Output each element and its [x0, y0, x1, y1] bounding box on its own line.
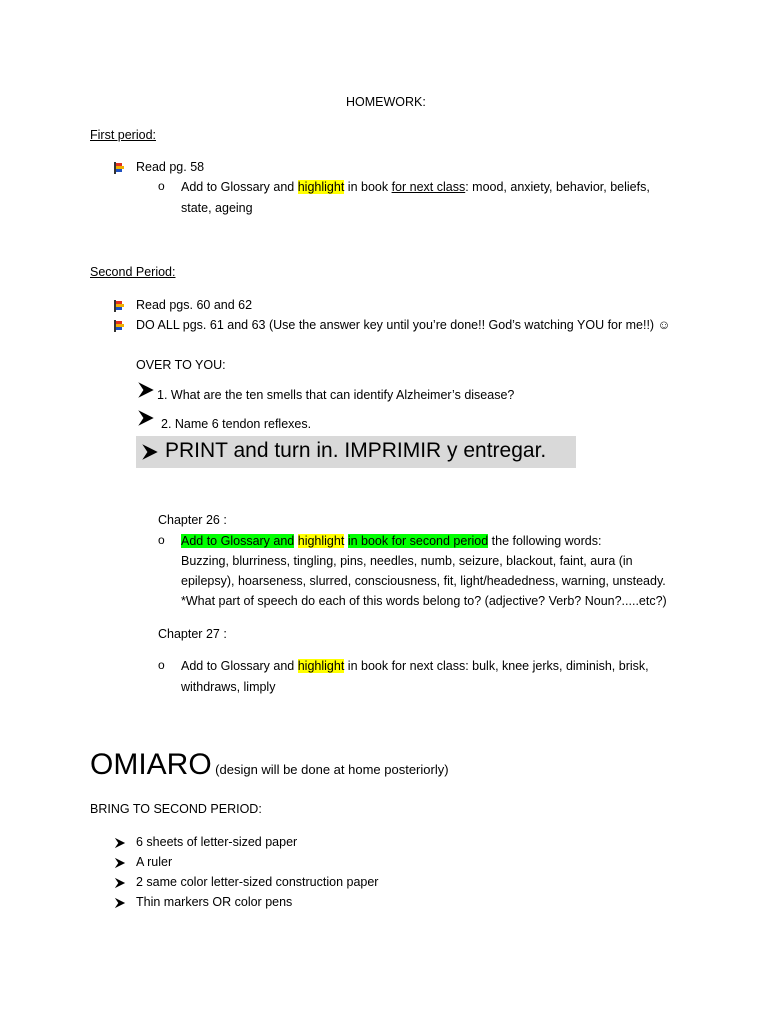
chapter-27-line-2: withdraws, limply: [181, 680, 276, 694]
first-period-subitem-line2: state, ageing: [181, 201, 253, 215]
page-title: HOMEWORK:: [346, 95, 426, 109]
second-period-item-2: DO ALL pgs. 61 and 63 (Use the answer key until you’re done!! God’s watching YOU for me!!) ☺: [136, 318, 671, 332]
second-period-item-1: Read pgs. 60 and 62: [136, 298, 253, 312]
second-period-heading: Second Period:: [90, 265, 176, 279]
circle-bullet-icon: o: [158, 658, 165, 672]
chapter-26-line-4: *What part of speech do each of this words belong to? (adjective? Verb? Noun?.....etc?): [181, 594, 667, 608]
circle-bullet-icon: o: [158, 533, 165, 547]
bullet-flag-icon: [112, 299, 126, 313]
arrow-bullet-icon: [114, 897, 126, 909]
arrow-bullet-icon: [137, 381, 155, 399]
bring-item: Thin markers OR color pens: [136, 895, 293, 909]
arrow-bullet-icon: [137, 409, 155, 427]
bring-item: 2 same color letter-sized construction paper: [136, 875, 379, 889]
circle-bullet-icon: o: [158, 179, 165, 193]
arrow-bullet-icon: [114, 877, 126, 889]
over-to-you-heading: OVER TO YOU:: [136, 358, 226, 372]
omiaro-title-row: [90, 748, 449, 782]
bullet-flag-icon: [112, 319, 126, 333]
first-period-heading: First period:: [90, 128, 156, 142]
chapter-27-item: Add to Glossary and highlight in book for next class: bulk, knee jerks, diminish, brisk,: [181, 659, 649, 673]
bring-item: A ruler: [136, 855, 173, 869]
arrow-bullet-icon: [114, 837, 126, 849]
omiaro-title: OMIARO: [90, 748, 212, 781]
first-period-item-1: Read pg. 58: [136, 160, 205, 174]
highlight-mark: highlight: [297, 180, 345, 194]
bring-item: 6 sheets of letter-sized paper: [136, 835, 298, 849]
arrow-bullet-icon: [114, 857, 126, 869]
chapter-27-heading: Chapter 27 :: [158, 627, 227, 641]
first-period-subitem: Add to Glossary and highlight in book for next class: mood, anxiety, behavior, beliefs,: [181, 180, 650, 194]
omiaro-note: (design will be done at home posteriorly): [215, 762, 449, 777]
chapter-26-item: Add to Glossary and highlight in book for second period the following words:: [181, 534, 602, 548]
print-instruction: PRINT and turn in. IMPRIMIR y entregar.: [165, 439, 547, 462]
question-2: 2. Name 6 tendon reflexes.: [161, 417, 312, 431]
chapter-26-line-2: Buzzing, blurriness, tingling, pins, needles, numb, seizure, blackout, faint, aura (in: [181, 554, 633, 568]
chapter-26-line-3: epilepsy), hoarseness, slurred, consciousness, fit, light/headedness, warning, unsteady.: [181, 574, 666, 588]
arrow-bullet-icon: [141, 443, 159, 461]
bullet-flag-icon: [112, 161, 126, 175]
bring-heading: BRING TO SECOND PERIOD:: [90, 802, 262, 816]
chapter-26-heading: Chapter 26 :: [158, 513, 227, 527]
question-1: 1. What are the ten smells that can identify Alzheimer’s disease?: [157, 388, 515, 402]
